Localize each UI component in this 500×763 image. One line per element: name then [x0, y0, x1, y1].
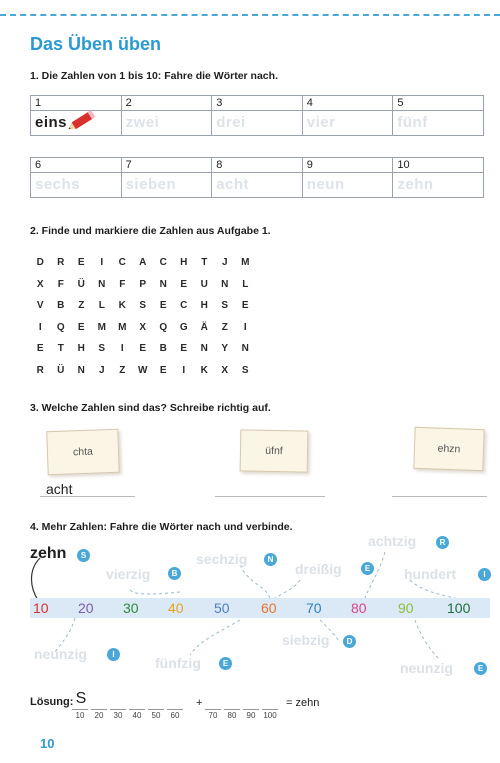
grid-letter[interactable]: F: [57, 278, 64, 290]
grid-letter[interactable]: J: [221, 257, 228, 269]
grid-letter[interactable]: B: [57, 300, 65, 312]
grid-letter[interactable]: Z: [221, 321, 228, 333]
number-cell: 10: [393, 158, 484, 173]
number-line-value: 60: [261, 600, 277, 616]
grid-letter[interactable]: N: [221, 278, 229, 290]
solution-label: Lösung:: [30, 696, 74, 708]
grid-letter[interactable]: M: [97, 321, 106, 333]
grid-letter[interactable]: P: [139, 278, 147, 290]
grid-letter[interactable]: N: [159, 278, 167, 290]
equals-zehn: = zehn: [286, 697, 320, 709]
solution-first-letter: S: [75, 690, 87, 707]
grid-letter[interactable]: Q: [56, 321, 65, 333]
page-title: Das Üben üben: [30, 34, 162, 54]
number-table-2: [30, 157, 484, 198]
letter-badge: I: [107, 648, 120, 661]
grid-letter[interactable]: H: [200, 300, 208, 312]
number-cell: 7: [121, 158, 212, 173]
grid-letter[interactable]: I: [182, 364, 186, 376]
answer-line-1[interactable]: [40, 496, 135, 497]
traced-word-siebzig: siebzig: [282, 632, 330, 648]
grid-letter[interactable]: F: [119, 278, 126, 290]
task-4-instruction: 4. Mehr Zahlen: Fahre die Wörter nach und verbinde.: [30, 521, 293, 533]
number-cell: 4: [302, 96, 393, 111]
solution-slot[interactable]: 100: [263, 711, 277, 720]
number-line-value: 50: [214, 600, 230, 616]
number-line-value: 10: [33, 600, 49, 616]
task-2-instruction: 2. Finde und markiere die Zahlen aus Aufgabe 1.: [30, 225, 271, 237]
answer-line-2[interactable]: [215, 496, 325, 497]
letter-badge: I: [478, 568, 491, 581]
solution-slot[interactable]: 50: [148, 709, 164, 720]
grid-letter[interactable]: C: [159, 257, 167, 269]
traced-word-hundert: hundert: [404, 566, 457, 582]
grid-letter[interactable]: Ä: [200, 321, 208, 333]
word-search-grid: [30, 252, 256, 381]
grid-letter[interactable]: J: [98, 364, 105, 376]
grid-letter[interactable]: E: [159, 364, 167, 376]
scrambled-word: chta: [72, 445, 94, 459]
grid-letter[interactable]: Z: [78, 300, 85, 312]
grid-letter[interactable]: Ü: [77, 278, 85, 290]
letter-badge: D: [343, 635, 356, 648]
solution-slot[interactable]: 10: [72, 709, 88, 720]
grid-letter[interactable]: K: [118, 300, 126, 312]
grid-letter[interactable]: E: [77, 257, 85, 269]
grid-letter[interactable]: M: [118, 321, 127, 333]
grid-letter[interactable]: X: [221, 364, 229, 376]
grid-letter[interactable]: E: [139, 343, 147, 355]
grid-letter[interactable]: X: [36, 278, 44, 290]
grid-letter[interactable]: E: [77, 321, 85, 333]
grid-letter[interactable]: I: [100, 257, 104, 269]
answer-line-3[interactable]: [392, 496, 487, 497]
grid-letter[interactable]: E: [241, 300, 249, 312]
solution-slot[interactable]: 30: [110, 709, 126, 720]
answer-written-1: acht: [46, 481, 73, 497]
grid-letter[interactable]: I: [120, 343, 124, 355]
trace-word-cell[interactable]: fünf: [393, 111, 484, 136]
number-cell: 5: [393, 96, 484, 111]
traced-word-vierzig: vierzig: [106, 566, 151, 582]
task-3-instruction: 3. Welche Zahlen sind das? Schreibe richtig auf.: [30, 402, 271, 414]
number-line-value: 90: [398, 600, 414, 616]
number-line-value: 30: [123, 600, 139, 616]
grid-letter[interactable]: N: [98, 278, 106, 290]
plus-sign: +: [196, 697, 203, 709]
grid-letter[interactable]: Q: [159, 321, 168, 333]
trace-word-cell[interactable]: zehn: [393, 173, 484, 198]
grid-letter[interactable]: L: [98, 300, 105, 312]
scrambled-card-3: [413, 427, 484, 471]
letter-badge: B: [168, 567, 181, 580]
trace-word-cell[interactable]: eins: [31, 111, 122, 136]
traced-word-sechzig: sechzig: [196, 551, 248, 567]
grid-letter[interactable]: M: [241, 257, 250, 269]
trace-word-cell[interactable]: sieben: [121, 173, 212, 198]
solution-slot[interactable]: 20: [91, 709, 107, 720]
number-cell: 2: [121, 96, 212, 111]
letter-badge: E: [219, 657, 232, 670]
grid-letter[interactable]: E: [180, 278, 188, 290]
solution-slot[interactable]: 70: [205, 709, 221, 720]
letter-badge: N: [264, 553, 277, 566]
grid-letter[interactable]: Ü: [57, 364, 65, 376]
traced-word-neunzig-2: neunzig: [400, 660, 453, 676]
grid-letter[interactable]: W: [138, 364, 148, 376]
grid-letter[interactable]: K: [200, 364, 208, 376]
grid-letter[interactable]: Y: [221, 343, 229, 355]
trace-word-cell[interactable]: neun: [302, 173, 393, 198]
trace-word-cell[interactable]: sechs: [31, 173, 122, 198]
scrambled-card-1: [46, 429, 119, 475]
traced-word-achtzig: achtzig: [368, 533, 417, 549]
grid-letter[interactable]: H: [77, 343, 85, 355]
grid-letter[interactable]: B: [159, 343, 167, 355]
number-cell: 6: [31, 158, 122, 173]
number-cell: 1: [31, 96, 122, 111]
grid-letter[interactable]: S: [221, 300, 229, 312]
grid-letter[interactable]: Z: [119, 364, 126, 376]
trace-word-cell[interactable]: acht: [212, 173, 303, 198]
grid-letter[interactable]: T: [57, 343, 64, 355]
grid-letter[interactable]: C: [180, 300, 188, 312]
page-number: 10: [40, 736, 55, 751]
grid-letter[interactable]: R: [36, 364, 44, 376]
scrambled-word: üfnf: [265, 444, 283, 458]
scrambled-word: ehzn: [437, 442, 461, 456]
grid-letter[interactable]: I: [38, 321, 42, 333]
grid-letter[interactable]: E: [159, 300, 167, 312]
number-line-value: 40: [168, 600, 184, 616]
grid-letter[interactable]: N: [200, 343, 208, 355]
pencil-icon: [66, 107, 100, 133]
solution-slot[interactable]: 80: [224, 709, 240, 720]
number-line-value: 80: [351, 600, 367, 616]
grid-letter[interactable]: L: [242, 278, 249, 290]
top-dashed-border: [0, 14, 500, 16]
scrambled-card-2: [240, 429, 309, 472]
grid-letter[interactable]: A: [139, 257, 147, 269]
grid-letter[interactable]: X: [139, 321, 147, 333]
letter-badge: E: [474, 662, 487, 675]
grid-letter[interactable]: C: [118, 257, 126, 269]
task-1-instruction: 1. Die Zahlen von 1 bis 10: Fahre die Wörter nach.: [30, 70, 278, 82]
grid-letter[interactable]: S: [139, 300, 147, 312]
solution-slot[interactable]: 60: [167, 709, 183, 720]
grid-letter[interactable]: R: [57, 257, 65, 269]
grid-letter[interactable]: G: [179, 321, 188, 333]
grid-letter[interactable]: I: [243, 321, 247, 333]
grid-letter[interactable]: E: [180, 343, 188, 355]
zehn-word: zehn: [30, 545, 67, 562]
traced-word-fuenfzig: fünfzig: [155, 655, 201, 671]
number-cell: 3: [212, 96, 303, 111]
traced-word-dreissig: dreißig: [295, 561, 342, 577]
grid-letter[interactable]: N: [241, 343, 249, 355]
letter-badge: S: [77, 549, 90, 562]
letter-badge: R: [436, 536, 449, 549]
solution-slot[interactable]: 90: [243, 709, 259, 720]
trace-word-cell[interactable]: vier: [302, 111, 393, 136]
number-line-value: 100: [447, 600, 471, 616]
trace-word-cell[interactable]: drei: [212, 111, 303, 136]
grid-letter[interactable]: S: [98, 343, 106, 355]
grid-letter[interactable]: N: [77, 364, 85, 376]
number-line-bar: [30, 598, 490, 618]
grid-letter[interactable]: V: [36, 300, 44, 312]
grid-letter[interactable]: E: [36, 343, 44, 355]
grid-letter[interactable]: D: [36, 257, 44, 269]
grid-letter[interactable]: U: [200, 278, 208, 290]
trace-word-cell[interactable]: zwei: [121, 111, 212, 136]
solution-slot[interactable]: 40: [129, 709, 145, 720]
traced-word-neunzig: neunzig: [34, 646, 87, 662]
number-cell: 9: [302, 158, 393, 173]
number-cell: 8: [212, 158, 303, 173]
number-line-value: 20: [78, 600, 94, 616]
number-line-value: 70: [306, 600, 322, 616]
grid-letter[interactable]: S: [241, 364, 249, 376]
grid-letter[interactable]: H: [180, 257, 188, 269]
grid-letter[interactable]: T: [201, 257, 208, 269]
letter-badge: E: [361, 562, 374, 575]
